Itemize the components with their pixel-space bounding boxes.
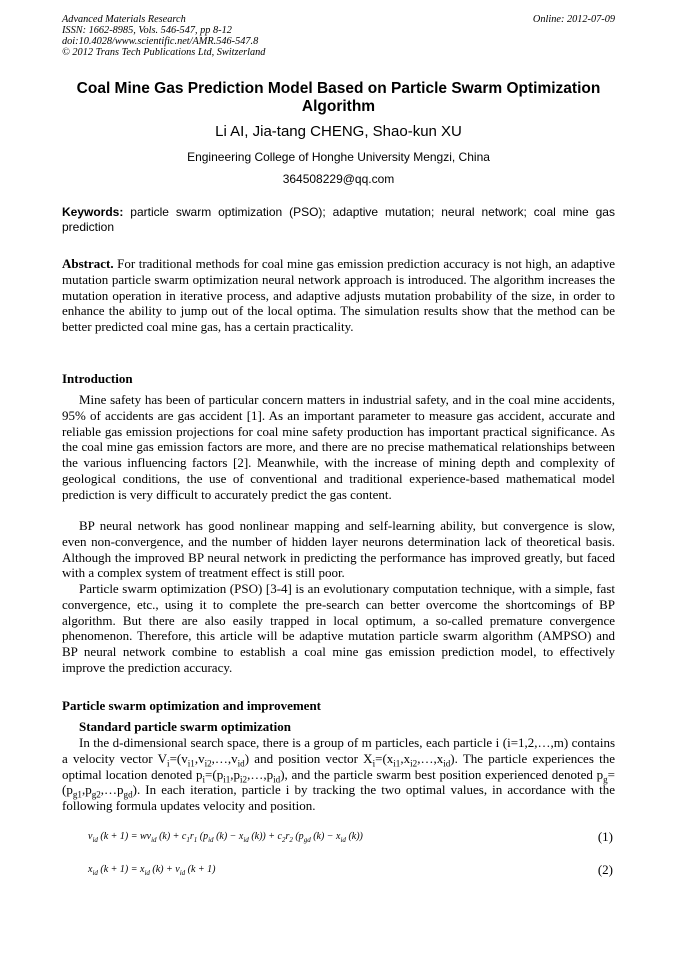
- journal-header: [62, 14, 265, 58]
- equation-1-formula: $v_{id}$ $(k + 1) = wv_{id}$ $(k) + c_1r_1$ ($p_{id}$ $(k) - x_{id}$ $(k)) + c_2r_2$ ($p_{gd}$ $(k) - x_{id}$ (k)): [88, 831, 363, 844]
- standard-pso-subheading: Standard particle swarm optimization: [79, 719, 291, 734]
- equation-2-number: (2): [597, 862, 613, 877]
- keywords-text: particle swarm optimization (PSO); adaptive mutation; neural network; coal mine gas prediction: [62, 205, 615, 234]
- copyright-line: © 2012 Trans Tech Publications Ltd, Switzerland: [62, 47, 266, 58]
- keywords-label: Keywords:: [62, 205, 124, 219]
- paper-authors: Li AI, Jia-tang CHENG, Shao-kun XU: [215, 123, 462, 140]
- journal-name: Advanced Materials Research: [62, 14, 186, 25]
- abstract-block: [62, 256, 615, 335]
- online-date: Online: 2012-07-09: [532, 14, 615, 25]
- intro-paragraph-2: BP neural network has good nonlinear mapping and self-learning ability, but convergence is slow, even non-convergence, and the number of hidden layer neurons determination lack of theoretical basis. Although the improved BP neural network in predicting the performance has improved greatly, but faced with a complex system of treatment effect is still poor.: [62, 518, 615, 581]
- pso-heading: Particle swarm optimization and improvement: [62, 698, 321, 713]
- author-email[interactable]: 364508229@qq.com: [282, 172, 395, 186]
- equation-1-number: (1): [597, 829, 613, 844]
- intro-paragraph-1: Mine safety has been of particular concern matters in industrial safety, and in the coal mine accidents, 95% of accidents are gas accident [1]. As an important parameter to measure gas accident, accurate and reliable gas emission projections for coal mine safety production has important practical significance. As the coal mine gas emission factors are more, and there are no precise mathematical relationships between the various influencing factors [2]. Meanwhile, with the increase of mining depth and complexity of geological conditions, the use of conventional and traditional experience-based mathematical model prediction is very difficult to accurately predict the gas content.: [62, 392, 615, 502]
- intro-paragraph-3: Particle swarm optimization (PSO) [3-4] is an evolutionary computation technique, with a simple, fast convergence, etc., using it to complete the pre-search can better overcome the shortcomings of BP algorithm. But there are also easily trapped in local optimum, a so-called premature convergence phenomenon. Therefore, this article will be adaptive mutation particle swarm algorithm (AMPSO) and BP neural network combine to establish a coal mine gas emission prediction model, to effectively improve the prediction accuracy.: [62, 581, 615, 675]
- abstract-label: Abstract.: [62, 256, 114, 271]
- paper-title: Coal Mine Gas Prediction Model Based on Particle Swarm Optimization Algorithm: [76, 80, 601, 115]
- doi-line: doi:10.4028/www.scientific.net/AMR.546-547.8: [62, 36, 259, 47]
- paper-affiliation: Engineering College of Honghe University Mengzi, China: [187, 150, 490, 164]
- abstract-text: For traditional methods for coal mine gas emission prediction accuracy is not high, an adaptive mutation particle swarm optimization neural network approach is introduced. The algorithm increases the mutation operation in iterative process, and adaptive adjusts mutation probability of the size, in order to enhance the ability to jump out of the local optima. The simulation results show that the method can be better predicted coal mine gas, has a certain practicality.: [62, 256, 616, 335]
- equation-1: [62, 828, 615, 846]
- pso-paragraph-1: In the d-dimensional search space, there is a group of m particles, each particle i (i=1,2,…,m) contains a velocity vector $V_i=(v_{i1},v_{i2},\dots,v_{id})$ and position vector $X_i=(x_{i1},x_{i2},\dots,x_{id})$. The particle experiences the optimal location denoted $p_i=(p_{i1},p_{i2},\dots,p_{id})$, and the particle swarm best position experienced denoted $p_g=(p_{g1},p_{g2},\dots p_{gd})$. In each iteration, particle i by tracking the two optimal values, in accordance with the following formula updates velocity and position.: [62, 735, 616, 814]
- issn-line: ISSN: 1662-8985, Vols. 546-547, pp 8-12: [62, 25, 232, 36]
- introduction-heading: Introduction: [62, 371, 133, 386]
- equation-2-formula: $x_{id}$ $(k + 1) = x_{id}$ $(k) + v_{id}$ (k + 1): [88, 864, 216, 877]
- equation-2: [62, 861, 615, 879]
- keywords-block: [62, 205, 615, 235]
